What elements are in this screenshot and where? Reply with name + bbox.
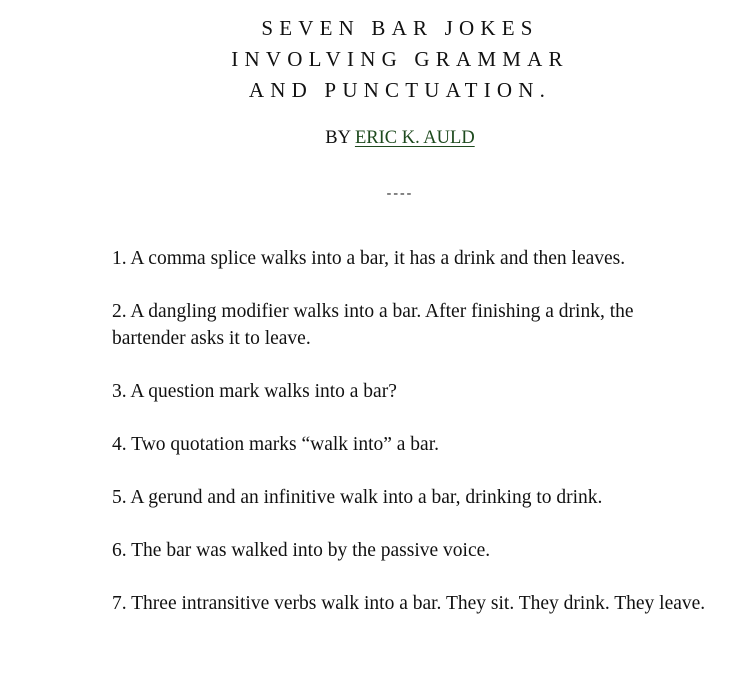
author-link[interactable]: ERIC K. AULD	[354, 128, 475, 148]
byline-prefix: BY	[325, 128, 351, 148]
title-line-2: INVOLVING GRAMMAR	[231, 47, 569, 71]
joke-item: 6. The bar was walked into by the passive voice.	[112, 540, 491, 561]
jokes-list	[112, 245, 712, 643]
joke-item: 4. Two quotation marks “walk into” a bar.	[112, 434, 439, 455]
page-title	[0, 13, 751, 106]
joke-item: 7. Three intransitive verbs walk into a bar. They sit. They drink. They leave.	[112, 593, 706, 614]
joke-item: 1. A comma splice walks into a bar, it has a drink and then leaves.	[112, 248, 626, 269]
title-line-1: SEVEN BAR JOKES	[261, 16, 539, 40]
joke-item: 2. A dangling modifier walks into a bar. After finishing a drink, the bartender asks it to leave.	[112, 301, 634, 349]
section-divider: ----	[386, 186, 414, 201]
joke-item: 5. A gerund and an infinitive walk into a bar, drinking to drink.	[112, 487, 603, 508]
joke-item: 3. A question mark walks into a bar?	[112, 381, 397, 402]
title-line-3: AND PUNCTUATION.	[248, 78, 552, 102]
byline	[0, 126, 751, 150]
